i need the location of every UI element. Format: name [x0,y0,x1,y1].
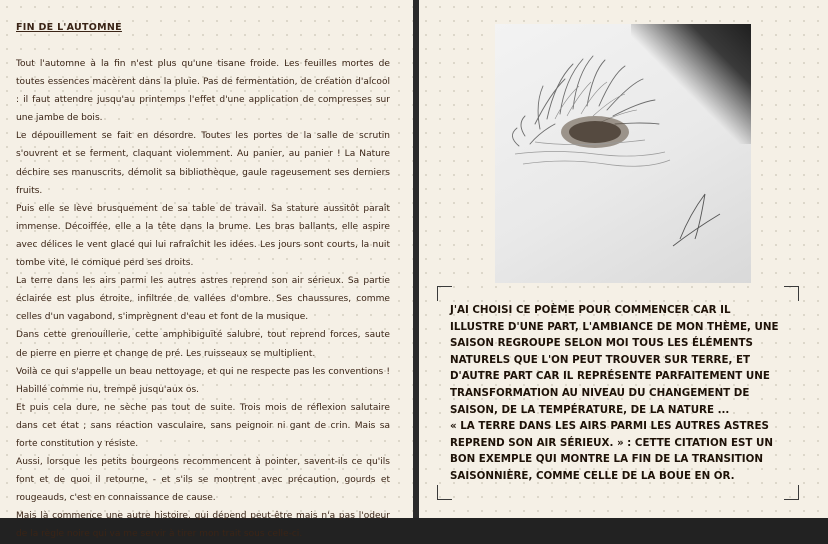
commentary-paragraph: J'AI CHOISI CE POÈME POUR COMMENCER CAR IL ILLUSTRE D'UNE PART, L'AMBIANCE DE MON THÈME, UNE SAISON REGROUPE SELON MOI TOUS LES ÉLÉMENTS NATURELS QUE L'ON PEUT TROUVER SUR TERRE, ET D'AUTRE PART CAR IL REPRÉSENTE PARFAITEMENT UNE TRANSFORMATION AU NIVEAU DU CHANGEMENT DE SAISON, DE LA TEMPÉRATURE, DE LA NATURE ... [450,304,779,416]
frame-corner-top-left [437,286,452,301]
poem-paragraph: Tout l'automne à la fin n'est plus qu'une tisane froide. Les feuilles mortes de toutes essences macèrent dans la pluie. Pas de fermentation, de création d'alcool : il faut attendre jusqu'au printemps l'effet d'une application de compresses sur une jambe de bois. [16,59,390,124]
frame-corner-bottom-left [437,485,452,500]
frame-corner-top-right [784,286,799,301]
poem-paragraph: Le dépouillement se fait en désordre. Toutes les portes de la salle de scrutin s'ouvrent et se ferment, claquant violemment. Au panier, au panier ! La Nature déchire ses manuscrits, démolit sa bibliothèque, gaule rageusement ses derniers fruits. [16,131,390,196]
left-page [0,0,413,540]
commentary-text [450,302,783,485]
poem-paragraph: Aussi, lorsque les petits bourgeons recommencent à pointer, savent-ils ce qu'ils font et de quoi il retourne, - et s'ils se montrent avec précaution, gourds et rougeauds, c'est en connaissance de cause. [16,457,390,504]
poem-paragraph: Voilà ce qui s'appelle un beau nettoyage, et qui ne respecte pas les conventions ! Habillé comme nu, trempé jusqu'aux os. [16,366,390,395]
poem-paragraph: Mais là commence une autre histoire, qui dépend peut-être mais n'a pas l'odeur de la règle noire qui va me servir à tirer mon trait sous celle-ci. [16,511,390,540]
frame-corner-bottom-right [784,485,799,500]
poem-paragraph: Et puis cela dure, ne sèche pas tout de suite. Trois mois de réflexion salutaire dans cet état ; sans réaction vasculaire, sans peignoir ni gant de crin. Mais sa forte constitution y résiste. [16,402,390,449]
poem-text [16,55,390,544]
poem-paragraph: La terre dans les airs parmi les autres astres reprend son air sérieux. Sa partie éclairée est plus étroite, infiltrée de vallées d'ombre. Ses chaussures, comme celles d'un vagabond, s'imprègnent d'eau et font de la musique. [16,276,390,323]
poem-paragraph: Puis elle se lève brusquement de sa table de travail. Sa stature aussitôt paraît immense. Décoiffée, elle a la tête dans la brume. Les bras ballants, elle aspire avec délices le vent glacé qui lui rafraîchit les idées. Les jours sont courts, la nuit tombe vite, le comique perd ses droits. [16,203,390,269]
page-title: FIN DE L'AUTOMNE [16,22,122,33]
sunflower-drawing-photo [495,24,751,283]
commentary-paragraph: « LA TERRE DANS LES AIRS PARMI LES AUTRES ASTRES REPREND SON AIR SÉRIEUX. » : CETTE CITATION EST UN BON EXEMPLE QUI MONTRE LA FIN DE LA TRANSITION SAISONNIÈRE, COMME CELLE DE LA BOUE EN OR. [450,420,774,482]
poem-paragraph: Dans cette grenouillerie, cette amphibiguïté salubre, tout reprend forces, saute de pierre en pierre et change de pré. Les ruisseaux se multiplient. [16,330,390,359]
sunflower-sketch-icon [495,24,751,283]
